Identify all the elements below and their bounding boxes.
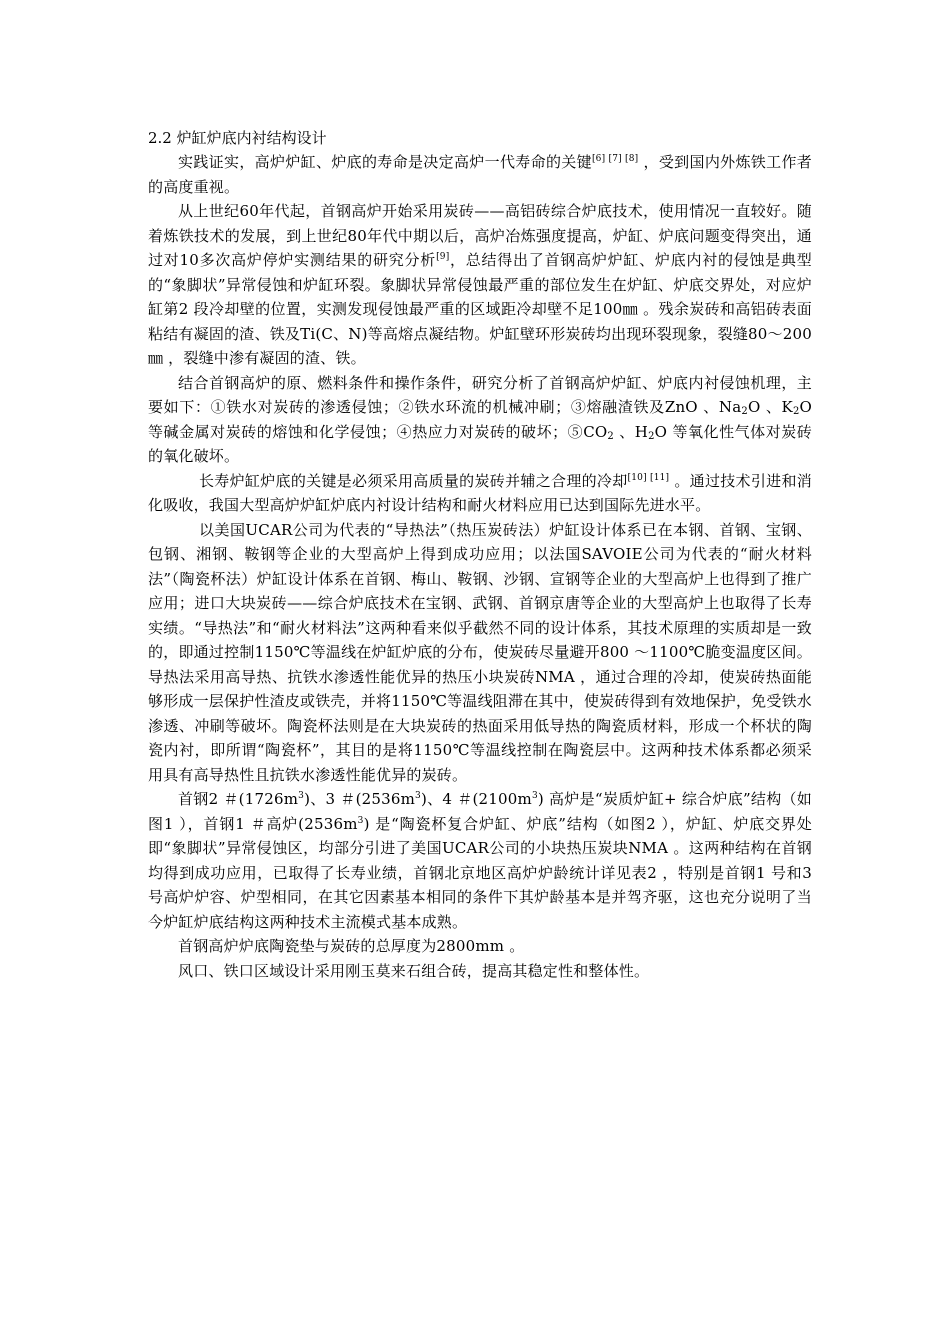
paragraph-1: 实践证实，高炉炉缸、炉底的寿命是决定高炉一代寿命的关键[6] [7] [8] ，受到国内外炼铁工作者的高度重视。 <box>148 153 813 196</box>
paragraph-2: 从上世纪60年代起，首钢高炉开始采用炭砖——高铝砖综合炉底技术，使用情况一直较好。随着炼铁技术的发展，到上世纪80年代中期以后，高炉冶炼强度提高，炉缸、炉底问题变得突出，通过对10多次高炉停炉实测结果的研究分析[9]，总结得出了首钢高炉炉缸、炉底内衬的侵蚀是典型的“象脚状”异常侵蚀和炉缸环裂。象脚状异常侵蚀最严重的部位发生在炉缸、炉底交界处，对应炉缸第2 段冷却壁的位置，实测发现侵蚀最严重的区域距冷却壁不足100㎜ 。残余炭砖和高铝砖表面粘结有凝固的渣、铁及Ti(C、N)等高熔点凝结物。炉缸壁环形炭砖均出现环裂现象，裂缝80～200㎜ ，裂缝中渗有凝固的渣、铁。 <box>148 202 813 367</box>
paragraph-7: 首钢高炉炉底陶瓷垫与炭砖的总厚度为2800mm 。 <box>178 937 525 955</box>
paragraph-5: 以美国UCAR公司为代表的“导热法”（热压炭砖法）炉缸设计体系已在本钢、首钢、宝钢、包钢、湘钢、鞍钢等企业的大型高炉上得到成功应用；以法国SAVOIE公司为代表的“耐火材料法”（陶瓷杯法）炉缸设计体系在首钢、梅山、鞍钢、沙钢、宣钢等企业的大型高炉上也得到了推广应用；进口大块炭砖——综合炉底技术在宝钢、武钢、首钢京唐等企业的大型高炉上也取得了长寿实绩。“导热法”和“耐火材料法”这两种看来似乎截然不同的设计体系，其技术原理的实质却是一致的，即通过控制1150℃等温线在炉缸炉底的分布，使炭砖尽量避开800 ～1100℃脆变温度区间。导热法采用高导热、抗铁水渗透性能优异的热压小块炭砖NMA ，通过合理的冷却，使炭砖热面能够形成一层保护性渣皮或铁壳，并将1150℃等温线阻滞在其中，使炭砖得到有效地保护，免受铁水渗透、冲刷等破坏。陶瓷杯法则是在大块炭砖的热面采用低导热的陶瓷质材料，形成一个杯状的陶瓷内衬，即所谓“陶瓷杯”，其目的是将1150℃等温线控制在陶瓷层中。这两种技术体系都必须采用具有高导热性且抗铁水渗透性能优异的炭砖。 <box>148 520 812 784</box>
citation-10-11: [10] [11] <box>627 472 670 483</box>
paragraph-6: 首钢2 ＃$(1726m^3)$、3 ＃$(2536m^3)$、4 ＃$(2100m^3)$ 高炉是“炭质炉缸+ 综合炉底”结构（如图1 ），首钢1 ＃高炉$(2536m^3)$ 是“陶瓷杯复合炉缸、炉底”结构（如图2 ），炉缸、炉底交界处即“象脚状”异常侵蚀区，均部分引进了美国UCAR公司的小块热压炭块NMA 。这两种结构在首钢均得到成功应用，已取得了长寿业绩，首钢北京地区高炉炉龄统计详见表2 ，特别是首钢1 号和3 号高炉炉容、炉型相同，在其它因素基本相同的条件下其炉龄基本是并驾齐驱，这也充分说明了当今炉缸炉底结构这两种技术主流模式基本成熟。 <box>148 790 813 931</box>
section-heading: 2.2 炉缸炉底内衬结构设计 <box>148 129 327 147</box>
citation-6-7-8: [6] [7] [8] <box>591 154 639 164</box>
citation-9: [9] <box>436 252 450 262</box>
paragraph-8: 风口、铁口区域设计采用刚玉莫来石组合砖，提高其稳定性和整体性。 <box>178 961 650 980</box>
paragraph-4: 长寿炉缸炉底的关键是必须采用高质量的炭砖并辅之合理的冷却[10] [11] 。通过技术引进和消化吸收，我国大型高炉炉缸炉底内衬设计结构和耐火材料应用已达到国际先进水平。 <box>148 471 812 514</box>
document-body <box>148 126 812 983</box>
paragraph-3: 结合首钢高炉的原、燃料条件和操作条件，研究分析了首钢高炉炉缸、炉底内衬侵蚀机理，主要如下：①铁水对炭砖的渗透侵蚀；②铁水环流的机械冲刷；③熔融渣铁及ZnO 、$Na_2O$ 、$K_2O$ 等碱金属对炭砖的熔蚀和化学侵蚀；④热应力对炭砖的破坏；$⑤CO_2$ 、$H_2O$ 等氧化性气体对炭砖的氧化破坏。 <box>148 373 812 465</box>
